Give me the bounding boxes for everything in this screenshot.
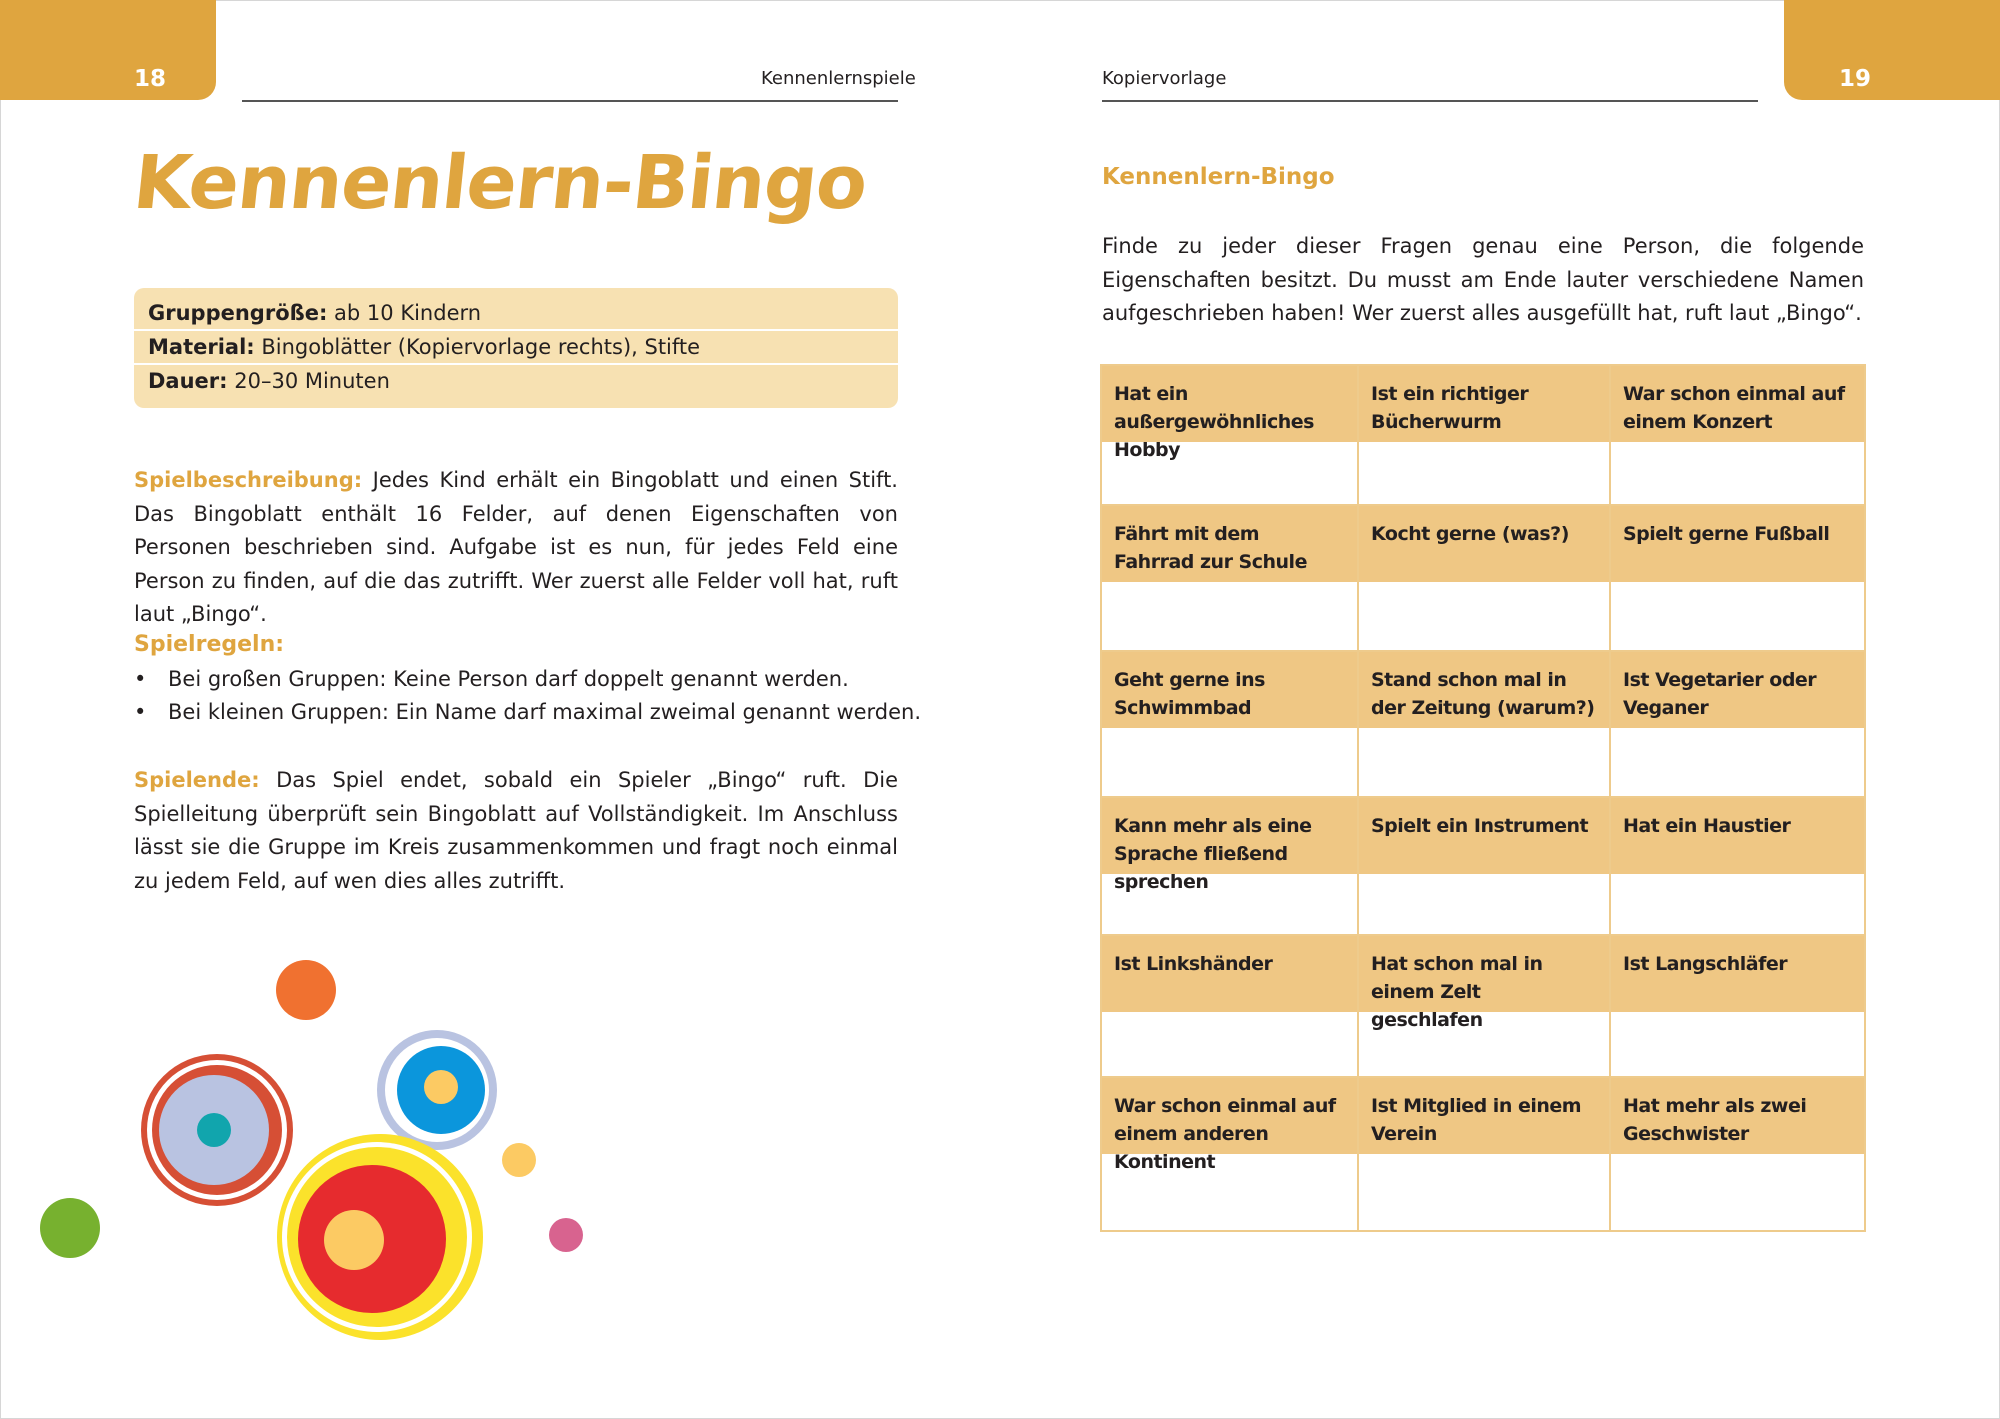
info-label: Dauer: bbox=[148, 369, 228, 393]
bingo-cell[interactable] bbox=[1359, 1078, 1609, 1230]
bingo-prompt: Hat mehr als zwei Geschwister bbox=[1611, 1078, 1864, 1154]
info-row-material bbox=[148, 331, 700, 363]
bingo-prompt: Ist Vegetarier oder Veganer bbox=[1611, 652, 1864, 728]
orange-dot bbox=[276, 960, 336, 1020]
bingo-prompt: Ist ein richtiger Bücherwurm bbox=[1359, 366, 1609, 442]
page-number-tab-right bbox=[1784, 0, 2000, 100]
bingo-cell[interactable] bbox=[1102, 798, 1357, 934]
info-value: Bingoblätter (Kopiervorlage rechts), Stifte bbox=[254, 335, 701, 359]
page-number-left: 18 bbox=[134, 66, 167, 92]
rules-heading: Spielregeln: bbox=[134, 632, 285, 657]
info-label: Material: bbox=[148, 335, 255, 359]
copy-template-intro: Finde zu jeder dieser Fragen genau eine Person, die folgende Eigenschaften besitzt. Du musst am Ende lauter verschiedene Namen aufgeschrieben haben! Wer zuerst alles ausgefüllt hat, ruft laut „Bingo“. bbox=[1102, 234, 1864, 325]
bingo-cell[interactable] bbox=[1611, 366, 1864, 504]
description-label: Spielbeschreibung: bbox=[134, 468, 363, 492]
bingo-prompt: Hat ein außergewöhnliches Hobby bbox=[1102, 366, 1357, 442]
running-head-right: Kopiervorlage bbox=[1102, 68, 1227, 89]
bingo-cell[interactable] bbox=[1611, 1078, 1864, 1230]
decorative-circles bbox=[0, 930, 620, 1350]
copy-template-title: Kennenlern-Bingo bbox=[1102, 164, 1335, 190]
grid-horizontal-rule bbox=[1102, 504, 1864, 506]
end-text: Das Spiel endet, sobald ein Spieler „Bingo“ ruft. Die Spielleitung überprüft sein Bingoblatt auf Vollständigkeit. Im Anschluss lässt sie die Gruppe im Kreis zusammenkommen und fragt noch einmal zu jedem Feld, auf wen dies alles zutrifft. bbox=[134, 768, 898, 893]
game-description bbox=[134, 464, 898, 632]
bingo-prompt: Spielt ein Instrument bbox=[1359, 798, 1609, 874]
bingo-cell[interactable] bbox=[1611, 506, 1864, 650]
bingo-cell[interactable] bbox=[1102, 506, 1357, 650]
page-number-tab-left bbox=[0, 0, 216, 100]
rule-text: Bei großen Gruppen: Keine Person darf doppelt genannt werden. bbox=[168, 667, 849, 691]
running-head-left: Kennenlernspiele bbox=[761, 68, 916, 89]
bingo-cell[interactable] bbox=[1102, 936, 1357, 1076]
bingo-cell[interactable] bbox=[1359, 936, 1609, 1076]
bingo-prompt: Fährt mit dem Fahrrad zur Schule bbox=[1102, 506, 1357, 582]
grid-horizontal-rule bbox=[1102, 796, 1864, 798]
bingo-cell[interactable] bbox=[1102, 366, 1357, 504]
bingo-cell[interactable] bbox=[1611, 652, 1864, 796]
small-yellow-dot bbox=[502, 1143, 536, 1177]
bingo-grid bbox=[1100, 364, 1866, 1232]
bingo-prompt: Ist Mitglied in einem Verein bbox=[1359, 1078, 1609, 1154]
bullet-glyph: • bbox=[134, 667, 147, 691]
bingo-prompt: Hat schon mal in einem Zelt geschlafen bbox=[1359, 936, 1609, 1012]
info-value: 20–30 Minuten bbox=[227, 369, 390, 393]
bingo-prompt: Kocht gerne (was?) bbox=[1359, 506, 1609, 582]
info-row-group-size bbox=[148, 297, 481, 329]
info-box bbox=[134, 288, 898, 408]
bingo-cell[interactable] bbox=[1102, 1078, 1357, 1230]
info-label: Gruppengröße: bbox=[148, 301, 328, 325]
bingo-prompt: Ist Linkshänder bbox=[1102, 936, 1357, 1012]
page-title: Kennenlern-Bingo bbox=[129, 140, 871, 226]
description-text: Jedes Kind erhält ein Bingoblatt und einen Stift. Das Bingoblatt enthält 16 Felder, auf denen Eigenschaften von Personen beschrieben sind. Aufgabe ist es nun, für jedes Feld eine Person zu finden, auf die das zutrifft. Wer zuerst alle Felder voll hat, ruft laut „Bingo“. bbox=[134, 468, 898, 626]
bingo-cell[interactable] bbox=[1102, 652, 1357, 796]
end-label: Spielende: bbox=[134, 768, 260, 792]
rule-text: Bei kleinen Gruppen: Ein Name darf maximal zweimal genannt werden. bbox=[168, 700, 922, 724]
bingo-prompt: Spielt gerne Fußball bbox=[1611, 506, 1864, 582]
running-head-rule-right bbox=[1102, 100, 1758, 102]
grid-horizontal-rule bbox=[1102, 1076, 1864, 1078]
bingo-prompt: Ist Langschläfer bbox=[1611, 936, 1864, 1012]
bingo-prompt: Geht gerne ins Schwimmbad bbox=[1102, 652, 1357, 728]
bingo-cell[interactable] bbox=[1359, 366, 1609, 504]
bingo-prompt: Stand schon mal in der Zeitung (warum?) bbox=[1359, 652, 1609, 728]
page-number-right: 19 bbox=[1839, 66, 1872, 92]
teal-dot bbox=[197, 1113, 231, 1147]
light-orange-dot bbox=[324, 1210, 384, 1270]
bingo-prompt: Hat ein Haustier bbox=[1611, 798, 1864, 874]
bingo-cell[interactable] bbox=[1611, 798, 1864, 934]
info-row-duration bbox=[148, 365, 390, 397]
bullet-glyph: • bbox=[134, 700, 147, 724]
grid-horizontal-rule bbox=[1102, 650, 1864, 652]
bingo-prompt: War schon einmal auf einem anderen Kontinent bbox=[1102, 1078, 1357, 1154]
grid-horizontal-rule bbox=[1102, 934, 1864, 936]
bingo-cell[interactable] bbox=[1611, 936, 1864, 1076]
running-head-rule-left bbox=[242, 100, 898, 102]
info-value: ab 10 Kindern bbox=[327, 301, 482, 325]
green-dot bbox=[40, 1198, 100, 1258]
bingo-cell[interactable] bbox=[1359, 506, 1609, 650]
yellow-dot bbox=[424, 1070, 458, 1104]
bingo-prompt: War schon einmal auf einem Konzert bbox=[1611, 366, 1864, 442]
game-end bbox=[134, 764, 898, 898]
grid-vertical-rule bbox=[1357, 366, 1359, 1230]
pink-dot bbox=[549, 1218, 583, 1252]
grid-vertical-rule bbox=[1609, 366, 1611, 1230]
bingo-cell[interactable] bbox=[1359, 798, 1609, 934]
bingo-prompt: Kann mehr als eine Sprache fließend sprechen bbox=[1102, 798, 1357, 874]
bingo-cell[interactable] bbox=[1359, 652, 1609, 796]
